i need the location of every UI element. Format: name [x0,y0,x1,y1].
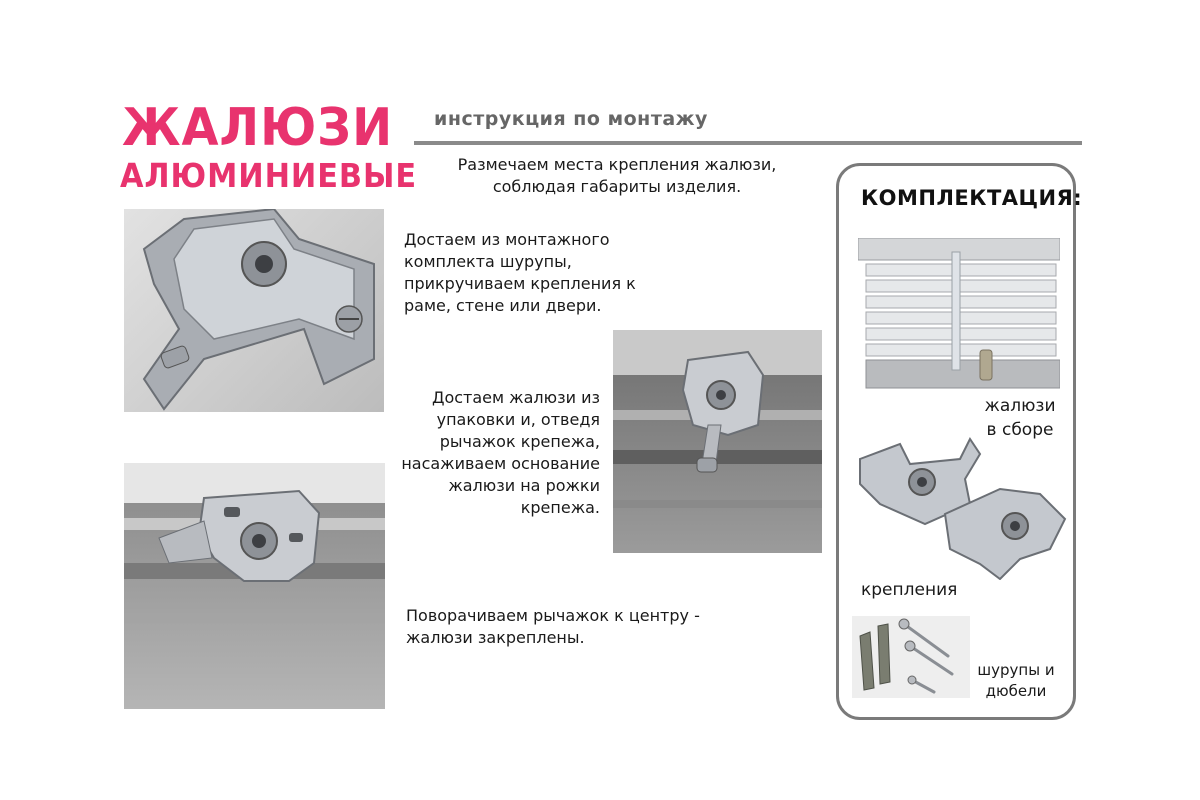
title-line2: АЛЮМИНИЕВЫЕ [120,156,417,195]
step-rotate-text: Поворачиваем рычажок к центру - жалюзи закреплены. [406,606,700,647]
assembled-blinds-image [858,238,1060,392]
title-line1: ЖАЛЮЗИ [122,98,394,158]
screws-and-dowels-image [852,616,970,698]
bracket-photo [124,209,384,412]
mounted-bracket-photo [124,463,385,709]
screws-label: шурупы и дюбели [977,661,1055,700]
header-divider [414,141,1082,145]
snap-on-photo [613,330,822,553]
step-unpack-text: Достаем жалюзи из упаковки и, отведя рычажок крепежа, насаживаем основание жалюзи на рожки крепежа. [401,388,600,517]
step-mark-text: Размечаем места крепления жалюзи, соблюдая габариты изделия. [457,155,777,196]
blinds-label: жалюзи в сборе [984,396,1056,440]
subtitle: инструкция по монтажу [434,108,708,130]
brackets-image [850,434,1068,580]
kit-title: КОМПЛЕКТАЦИЯ: [861,186,1083,210]
step-screws-text: Достаем из монтажного комплекта шурупы, прикручиваем крепления к раме, стене или двери. [404,230,636,315]
brackets-label: крепления [861,580,958,600]
